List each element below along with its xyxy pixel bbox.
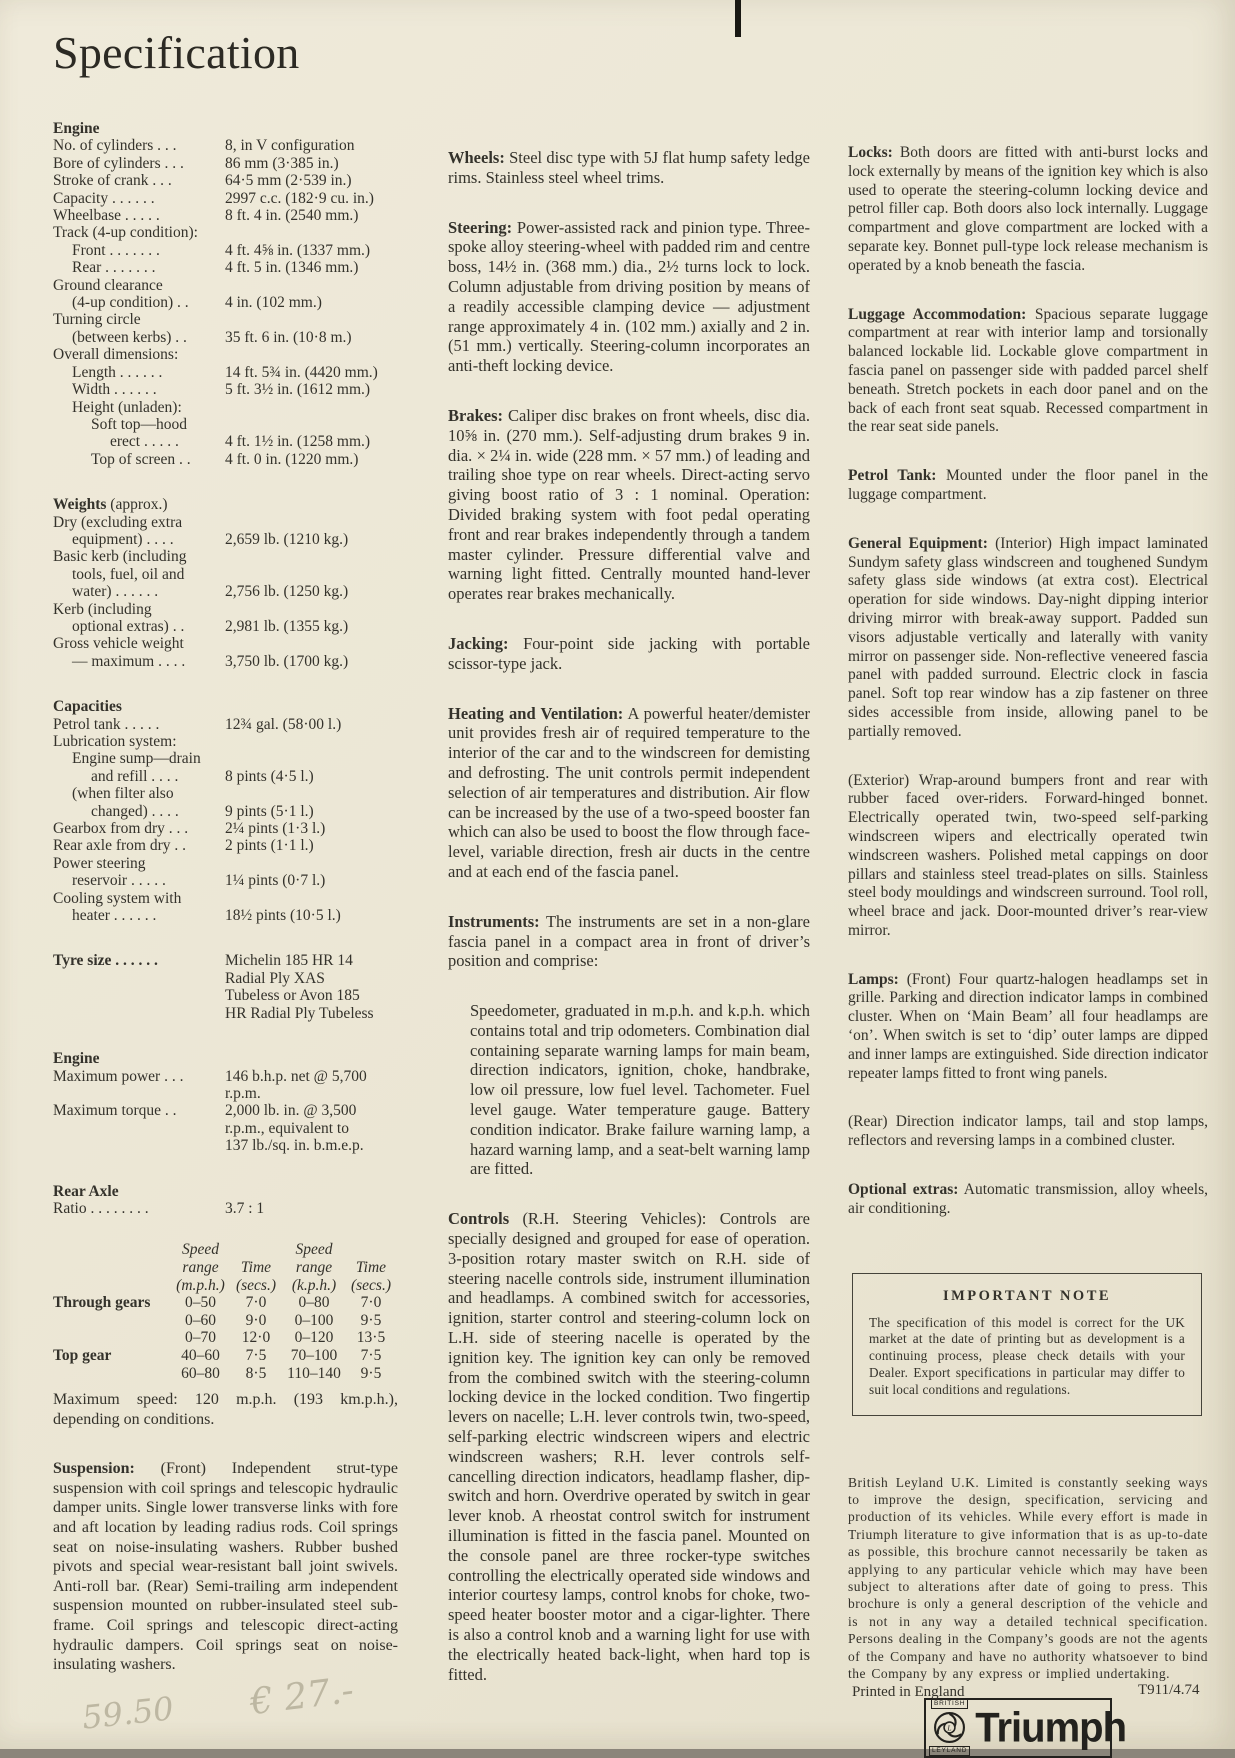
spec-row	[53, 277, 398, 294]
paragraph-heading: Optional extras:	[848, 1181, 959, 1199]
paragraph-body: Mounted under the floor panel in the luggage compartment.	[848, 467, 1209, 503]
badge-bottom-label: LEYLAND	[929, 1746, 970, 1756]
table-cell: range	[295, 1258, 333, 1276]
table-cell: 9·0	[245, 1311, 267, 1329]
spec-label: Bore of cylinders . . .	[53, 154, 184, 172]
handwritten-price-left: 59.50	[80, 1689, 176, 1737]
spec-row	[53, 531, 398, 548]
section-heading	[53, 120, 398, 137]
table-cell: Speed	[295, 1241, 333, 1259]
section-heading-text: Engine	[53, 120, 100, 137]
spec-label: No. of cylinders . . .	[53, 137, 177, 155]
acceleration-table	[53, 1241, 398, 1382]
table-cell: 40–60	[181, 1346, 220, 1364]
spec-label: Height (unladen):	[72, 398, 182, 416]
spec-label: Ratio . . . . . . . .	[53, 1199, 149, 1217]
section-heading	[53, 1183, 398, 1200]
spec-label: Stroke of crank . . .	[53, 172, 172, 190]
spec-label: Wheelbase . . . . .	[53, 207, 160, 225]
spec-value: 2 pints (1·1 l.)	[225, 837, 314, 855]
spec-paragraph	[848, 535, 1208, 742]
spec-label: (between kerbs) . .	[72, 328, 187, 346]
spec-value: HR Radial Ply Tubeless	[225, 1004, 374, 1022]
table-cell: 0–50	[185, 1294, 216, 1312]
table-header-row	[53, 1259, 398, 1277]
table-cell: 7·0	[360, 1294, 382, 1312]
spec-label: heater . . . . . .	[72, 907, 157, 925]
table-cell: 7·0	[245, 1294, 267, 1312]
publication-code: T911/4.74	[1138, 1682, 1200, 1698]
table-row	[53, 1347, 398, 1365]
spec-block-tyre-size	[53, 952, 398, 1022]
spec-label: erect . . . . .	[110, 433, 179, 451]
spec-value: 3,750 lb. (1700 kg.)	[225, 652, 349, 670]
spec-label: Rear axle from dry . .	[53, 837, 186, 855]
section-heading-text: Weights	[53, 496, 107, 514]
spec-row	[53, 451, 398, 468]
spec-row	[53, 433, 398, 450]
spec-label: Power steering	[53, 854, 146, 872]
table-cell	[53, 1329, 173, 1347]
print-registration-mark	[735, 0, 741, 37]
table-cell: 60–80	[181, 1364, 220, 1382]
spec-row	[53, 137, 398, 154]
spec-row	[53, 364, 398, 381]
section-heading-text: Engine	[53, 1050, 100, 1068]
spec-label: (4-up condition) . .	[72, 294, 189, 312]
table-cell	[53, 1277, 173, 1295]
spec-paragraph	[448, 1209, 810, 1684]
table-cell: (secs.)	[235, 1276, 277, 1294]
paragraph-body: (Rear) Direction indicator lamps, tail and stop lamps, reflectors and reversing lamps in a combined cluster.	[848, 1113, 1208, 1150]
table-cell: (m.p.h.)	[176, 1276, 225, 1294]
spec-value: r.p.m.	[225, 1084, 261, 1102]
paragraph-heading: Locks:	[848, 144, 893, 161]
spec-paragraph	[848, 467, 1208, 505]
badge-top-label: BRITISH	[931, 1699, 968, 1709]
spec-row	[53, 601, 398, 618]
spec-row	[53, 635, 398, 652]
suspension-paragraph	[53, 1459, 398, 1675]
table-cell	[53, 1259, 173, 1277]
spec-value: 4 ft. 5 in. (1346 mm.)	[225, 259, 359, 277]
spec-row	[53, 1068, 398, 1085]
spec-value: 8, in V configuration	[225, 137, 355, 155]
section-heading-text: Capacities	[53, 698, 122, 716]
paragraph-body: Spacious separate luggage compartment at rear with interior lamp and torsionally balanced lockable lid. Lockable glove compartment in fascia panel on passenger side with padded parcel shelf beneath. Stretch pockets in each door panel and on the back of each front seat squab. Recessed compartment in the rear seat side panels.	[848, 305, 1208, 436]
table-row	[53, 1312, 398, 1330]
note-body: The specification of this model is correct for the UK market at the date of printing but as development is a continuing process, please check details with your Dealer. Export specifications in particular may differ to suit local conditions and regulations.	[869, 1314, 1185, 1397]
spec-row	[53, 716, 398, 733]
section-heading	[53, 1050, 398, 1067]
spec-value: 2,981 lb. (1355 kg.)	[225, 617, 349, 635]
spec-row	[53, 653, 398, 670]
spec-value: 12¾ gal. (58·00 l.)	[225, 715, 342, 733]
table-header-row	[53, 1277, 398, 1295]
spec-label: water) . . . . . .	[72, 583, 159, 601]
table-cell	[53, 1241, 173, 1259]
spec-value: 4 ft. 1½ in. (1258 mm.)	[225, 433, 371, 451]
spec-row	[53, 548, 398, 565]
svg-text:L: L	[947, 1723, 952, 1733]
spec-row	[53, 952, 398, 969]
british-leyland-triumph-logo	[924, 1698, 1127, 1758]
section-heading	[53, 698, 398, 715]
spec-label: Dry (excluding extra	[53, 513, 183, 531]
spec-block-weights	[53, 496, 398, 670]
spec-label: changed) . . . .	[91, 802, 179, 820]
spec-value: 3.7 : 1	[225, 1199, 265, 1217]
paragraph-heading: Suspension:	[53, 1460, 135, 1478]
paragraph-body: Four-point side jacking with portable scissor-type jack.	[448, 633, 811, 673]
spec-row	[53, 1200, 398, 1217]
spec-label: Maximum power . . .	[53, 1067, 184, 1085]
spec-row	[53, 1137, 398, 1154]
legal-disclaimer: British Leyland U.K. Limited is constantly seeking ways to improve the design, specification, servicing and production of its vehicles. While every effort is made in Triumph literature to give information that is as up-to-date as possible, this brochure cannot necessarily be taken as applying to any particular vehicle which may have been subject to alterations after date of going to press. This brochure is only a general description of the vehicle and is not in any way a detailed technical specification. Persons dealing in the Company’s goods are not the agents of the Company and have no authority whatsoever to bind the Company by any express or implied undertaking.	[848, 1474, 1208, 1682]
table-cell: Time	[240, 1258, 272, 1276]
spec-label: Gearbox from dry . . .	[53, 820, 189, 838]
paragraph-body: Speedometer, graduated in m.p.h. and k.p.h. which contains total and trip odometers. Combination dial containing separate warning lamps for main beam, direction indicators, ignition, choke, handbrake, low oil pressure, low fuel level. Tachometer. Fuel level gauge. Water temperature gauge. Battery condition indicator. Brake failure warning lamp, a hazard warning lamp, and a seat-belt warning lamp are fitted.	[470, 1001, 810, 1179]
spec-label: Overall dimensions:	[53, 346, 179, 364]
table-cell: 7·5	[360, 1346, 382, 1364]
spec-row	[53, 381, 398, 398]
table-cell: 9·5	[360, 1364, 382, 1382]
spec-value: 64·5 mm (2·539 in.)	[225, 172, 352, 190]
spec-value: 4 ft. 0 in. (1220 mm.)	[225, 450, 359, 468]
paragraph-body: (Front) Four quartz-halogen headlamps set in grille. Parking and direction indicator lamps in combined cluster. When on ‘Main Beam’ all four headlamps are ‘on’. When switch is set to ‘dip’ outer lamps are dipped and inner lamps are extinguished. Side direction indicator repeater lamps fitted to front wing panels.	[848, 970, 1209, 1082]
spec-value: 137 lb./sq. in. b.m.e.p.	[225, 1137, 364, 1155]
spec-row	[53, 837, 398, 854]
spec-paragraph	[448, 634, 810, 674]
paragraph-heading: Instruments:	[448, 911, 540, 931]
spec-label: Engine sump—drain	[72, 750, 201, 768]
spec-label: Tyre size . . . . . .	[53, 952, 158, 970]
spec-label: (when filter also	[72, 785, 174, 803]
spec-label: Ground clearance	[53, 276, 163, 294]
table-cell: 110–140	[287, 1364, 341, 1382]
printed-in-england-text: Printed in England	[852, 1684, 965, 1700]
spec-value: 18½ pints (10·5 l.)	[225, 907, 341, 925]
left-column	[53, 120, 398, 1675]
spec-paragraph	[448, 148, 810, 188]
spec-value: 4 in. (102 mm.)	[225, 294, 322, 312]
page-title: Specification	[53, 27, 300, 78]
table-cell	[344, 1241, 398, 1259]
spec-row	[53, 259, 398, 276]
spec-label: Front . . . . . . .	[72, 241, 160, 259]
spec-row	[53, 329, 398, 346]
spec-label: reservoir . . . . .	[72, 872, 166, 890]
spec-paragraph	[848, 306, 1208, 438]
spec-value: r.p.m., equivalent to	[225, 1119, 349, 1137]
spec-row	[53, 618, 398, 635]
spec-label: Capacity . . . . . .	[53, 189, 155, 207]
table-cell: 0–120	[294, 1329, 334, 1347]
note-title: IMPORTANT NOTE	[942, 1287, 1112, 1304]
spec-value: Michelin 185 HR 14	[225, 952, 353, 970]
section-heading-note: (approx.)	[106, 496, 168, 514]
paragraph-body: Automatic transmission, alloy wheels, air conditioning.	[848, 1181, 1209, 1217]
paragraph-body: (Exterior) Wrap-around bumpers front and rear with rubber faced over-riders. Forward-hinged bonnet. Electrically operated twin, two-speed self-parking windscreen wipers and electrically operated twin windscreen washers. Polished metal cappings on door pillars and stainless steel tread-plates on sills. Stainless steel body mouldings and windscreen surround. Tool roll, wheel brace and jack. Door-mounted driver’s rear-view mirror.	[848, 771, 1208, 939]
spec-row	[53, 346, 398, 363]
spec-row	[53, 207, 398, 224]
spec-label: Track (4-up condition):	[53, 224, 198, 242]
spec-row	[53, 224, 398, 241]
spec-paragraph	[448, 218, 810, 376]
spec-label: Turning circle	[53, 311, 141, 329]
table-cell: 70–100	[290, 1346, 338, 1364]
important-note-box	[852, 1273, 1202, 1416]
section-heading	[53, 496, 398, 513]
table-cell: 8·5	[245, 1364, 267, 1382]
spec-row	[53, 566, 398, 583]
spec-row	[53, 155, 398, 172]
spec-row	[53, 514, 398, 531]
spec-label: and refill . . . .	[91, 767, 179, 785]
spec-value: 2,756 lb. (1250 kg.)	[225, 583, 349, 601]
table-cell: Through gears	[53, 1294, 151, 1312]
spec-value: 2,659 lb. (1210 kg.)	[225, 530, 349, 548]
spec-value: 4 ft. 4⅝ in. (1337 mm.)	[225, 241, 371, 259]
spec-row	[53, 242, 398, 259]
spec-paragraph	[848, 971, 1208, 1084]
max-speed-text: Maximum speed: 120 m.p.h. (193 km.p.h.), depending on conditions.	[53, 1391, 398, 1428]
spec-row	[53, 311, 398, 328]
spec-label: Length . . . . . .	[72, 363, 163, 381]
table-cell: 9·5	[360, 1311, 382, 1329]
british-leyland-badge	[929, 1699, 970, 1756]
spec-label: Kerb (including	[53, 600, 152, 618]
spec-row	[53, 1005, 398, 1022]
spec-label: Lubrication system:	[53, 733, 177, 750]
spec-row	[53, 1120, 398, 1137]
spec-value: 146 b.h.p. net @ 5,700	[225, 1067, 367, 1085]
spec-row	[53, 768, 398, 785]
paragraph-heading: General Equipment:	[848, 534, 988, 552]
spec-value: 9 pints (5·1 l.)	[225, 802, 314, 820]
spec-paragraph	[448, 704, 810, 882]
spec-row	[53, 803, 398, 820]
spec-value: 2997 c.c. (182·9 cu. in.)	[225, 189, 374, 207]
triumph-wordmark: Triumph	[975, 1704, 1127, 1751]
spec-label: Top of screen . .	[91, 450, 191, 468]
paragraph-body: (R.H. Steering Vehicles): Controls are specially designed and grouped for ease of operation. 3-position rotary master switch on R.H. side of steering nacelle controls side, instrument illumination and headlamps. A combined switch for accessories, ignition, starter control and steering-column lock on L.H. side of steering nacelle is operated by the ignition key. The ignition key can only be removed from the combined switch with the steering-column locking device in the locked condition. Two fingertip levers on nacelle; L.H. lever controls twin, two-speed, self-parking electric windscreen wipers and electric windscreen washers; R.H. lever controls self-cancelling direction indicators, headlamp flasher, dip-switch and horn. Overdrive operated by switch in gear lever knob. A rheostat control switch for instrument illumination is fitted in the fascia panel. Mounted on the console panel are three rocker-type switches controlling the electrically operated side windows and interior courtesy lamps, control knobs for choke, two-speed heater booster motor and a cigar-lighter. There is also a control knob and a warning light for use with the electrically heated back-light, when hard top is fitted.	[448, 1209, 810, 1684]
spec-row	[53, 1102, 398, 1119]
table-cell: (k.p.h.)	[291, 1276, 337, 1294]
spec-label: Basic kerb (including	[53, 548, 187, 566]
spec-row	[53, 294, 398, 311]
table-cell: 12·0	[241, 1329, 271, 1347]
spec-value: 14 ft. 5¾ in. (4420 mm.)	[225, 363, 378, 381]
paragraph-body: Caliper disc brakes on front wheels, disc dia. 10⅝ in. (270 mm.). Self-adjusting drum brakes 9 in. dia. × 2¼ in. wide (228 mm. × 57 mm.) of leading and trailing shoe type on rear wheels. Direct-acting servo giving boost ratio of 3 : 1 nominal. Operation: Divided braking system with foot pedal operating front and rear brakes independently through a tandem master cylinder. Pressure differential valve and warning light fitted. Centrally mounted hand-lever operates rear brakes mechanically.	[448, 405, 811, 604]
spec-row	[53, 855, 398, 872]
table-cell: 7·5	[245, 1346, 267, 1364]
spec-row	[53, 907, 398, 924]
spec-paragraph	[848, 772, 1208, 941]
table-row	[53, 1329, 398, 1347]
table-header-row	[53, 1241, 398, 1259]
spec-value: 8 ft. 4 in. (2540 mm.)	[225, 207, 359, 225]
spec-value: 35 ft. 6 in. (10·8 m.)	[225, 328, 352, 346]
spec-label: equipment) . . . .	[72, 530, 174, 548]
right-column	[848, 114, 1208, 1758]
table-cell: 0–60	[185, 1311, 216, 1329]
table-cell: Time	[355, 1258, 387, 1276]
section-heading-text: Rear Axle	[53, 1182, 119, 1200]
spec-label: Soft top—hood	[91, 415, 188, 433]
paragraph-body: Both doors are fitted with anti-burst locks and lock externally by means of the ignition key which is also used to operate the steering-column locking device and petrol filler cap. Both doors also lock internally. Luggage compartment and glove compartment are locked with a separate key. Bonnet pull-type lock release mechanism is operated by a knob beneath the fascia.	[848, 144, 1209, 274]
handwritten-price-right: € 27.-	[247, 1669, 356, 1724]
paragraph-heading: Jacking:	[448, 633, 509, 653]
spec-block-engine-dimensions	[53, 120, 398, 468]
table-cell: 13·5	[356, 1329, 386, 1347]
spec-block-rear-axle	[53, 1183, 398, 1218]
spec-paragraph	[448, 1001, 810, 1179]
spec-value: 8 pints (4·5 l.)	[225, 767, 314, 785]
paragraph-heading: Brakes:	[448, 405, 503, 425]
spec-label: Width . . . . . .	[72, 381, 157, 399]
spec-label: — maximum . . . .	[72, 652, 186, 670]
table-row	[53, 1365, 398, 1383]
table-row	[53, 1294, 398, 1312]
spec-row	[53, 1085, 398, 1102]
paragraph-body: (Front) Independent strut-type suspension with coil springs and telescopic hydraulic damper units. Single lower transverse links with fore and aft location by leading radius rods. Coil springs seat on noise-insulating washers. Rubber bushed pivots and special wear-resistant ball joint swivels. Anti-roll bar. (Rear) Semi-trailing arm independent suspension mounted on rubber-insulated steel sub-frame. Coil springs and telescopic direct-acting hydraulic dampers. Coil springs seat on noise-insulating washers.	[53, 1460, 398, 1674]
paragraph-body: (Interior) High impact laminated Sundym safety glass windscreen and toughened Sundym safety glass side windows (at extra cost). Electrical operation for side windows. Day-night dipping interior driving mirror with break-away support. Padded sun visors adjustable vertically and laterally with vanity mirror on passenger side. Non-reflective veneered fascia panel with padded surround. Electric clock in fascia panel. Soft top rear window has a zip fastener on three sides accessible from inside, allowing panel to be partially removed.	[848, 534, 1209, 740]
spec-value: Tubeless or Avon 185	[225, 987, 360, 1005]
table-cell: 0–80	[298, 1294, 330, 1312]
paragraph-heading: Wheels:	[448, 148, 505, 167]
spec-row	[53, 987, 398, 1004]
spec-row	[53, 872, 398, 889]
table-cell	[228, 1241, 284, 1259]
spec-value: 2,000 lb. in. @ 3,500	[225, 1102, 357, 1120]
leyland-roundel-icon	[932, 1710, 967, 1745]
table-cell: Top gear	[53, 1346, 112, 1364]
spec-value: 5 ft. 3½ in. (1612 mm.)	[225, 381, 371, 399]
table-cell: 0–70	[185, 1329, 216, 1347]
paragraph-heading: Controls	[448, 1209, 510, 1229]
paragraph-body: Power-assisted rack and pinion type. Three-spoke alloy steering-wheel with padded rim and centre boss, 14½ in. (368 mm.) dia., 2½ turns lock to lock. Column adjustable from driving position by means of a readily accessible clamping device — adjustment range approximately 4 in. (102 mm.) axially and 2 in. (51 mm.) vertically. Steering-column incorporates an anti-theft locking device.	[448, 217, 810, 376]
spec-row	[53, 399, 398, 416]
spec-row	[53, 890, 398, 907]
paragraph-body: A powerful heater/demister unit provides fresh air of required temperature to the interior of the car and to the windscreen for demisting and defrosting. The unit controls permit independent selection of air temperatures and distribution. Air flow can be increased by the use of a two-speed booster fan which can also be used to boost the flow through face-level, variable direction, fresh air ducts in the centre and at each end of the fascia panel.	[448, 703, 810, 881]
paragraph-heading: Steering:	[448, 217, 513, 237]
spec-label: Rear . . . . . . .	[72, 259, 156, 277]
table-cell	[53, 1312, 173, 1330]
spec-label: Gross vehicle weight	[53, 635, 184, 653]
spec-value: 1¼ pints (0·7 l.)	[225, 872, 326, 890]
spec-paragraph	[848, 1113, 1208, 1151]
spec-row	[53, 750, 398, 767]
spec-row	[53, 785, 398, 802]
spec-row	[53, 970, 398, 987]
spec-paragraph	[848, 144, 1208, 276]
paragraph-heading: Heating and Ventilation:	[448, 703, 624, 723]
spec-label: optional extras) . .	[72, 617, 185, 635]
middle-column	[448, 118, 810, 1684]
spec-value: 86 mm (3·385 in.)	[225, 154, 339, 172]
spec-row	[53, 172, 398, 189]
table-cell: Speed	[181, 1241, 219, 1259]
paragraph-heading: Lamps:	[848, 970, 899, 988]
spec-row	[53, 583, 398, 600]
spec-label: Petrol tank . . . . .	[53, 715, 160, 733]
paragraph-body: The instruments are set in a non-glare fascia panel in a compact area in front of driver’s position and comprise:	[448, 911, 811, 971]
spec-row	[53, 820, 398, 837]
table-cell	[53, 1365, 173, 1383]
spec-row	[53, 416, 398, 433]
paragraph-heading: Petrol Tank:	[848, 467, 937, 485]
spec-value: Radial Ply XAS	[225, 969, 325, 987]
spec-paragraph	[848, 1181, 1208, 1219]
spec-paragraph	[448, 912, 810, 971]
spec-value: 2¼ pints (1·3 l.)	[225, 820, 326, 838]
spec-paragraph	[448, 406, 810, 604]
spec-label: Maximum torque . .	[53, 1102, 177, 1120]
paragraph-heading: Luggage Accommodation:	[848, 305, 1027, 323]
spec-label: Cooling system with	[53, 889, 182, 907]
paragraph-body: Steel disc type with 5J flat hump safety ledge rims. Stainless steel wheel trims.	[448, 148, 811, 187]
table-cell: (secs.)	[350, 1276, 392, 1294]
spec-row	[53, 190, 398, 207]
spec-block-capacities	[53, 698, 398, 924]
table-cell: 0–100	[294, 1311, 334, 1329]
table-cell: range	[182, 1258, 219, 1276]
spec-row	[53, 733, 398, 750]
spec-block-engine-power	[53, 1050, 398, 1154]
spec-label: tools, fuel, oil and	[72, 565, 185, 583]
